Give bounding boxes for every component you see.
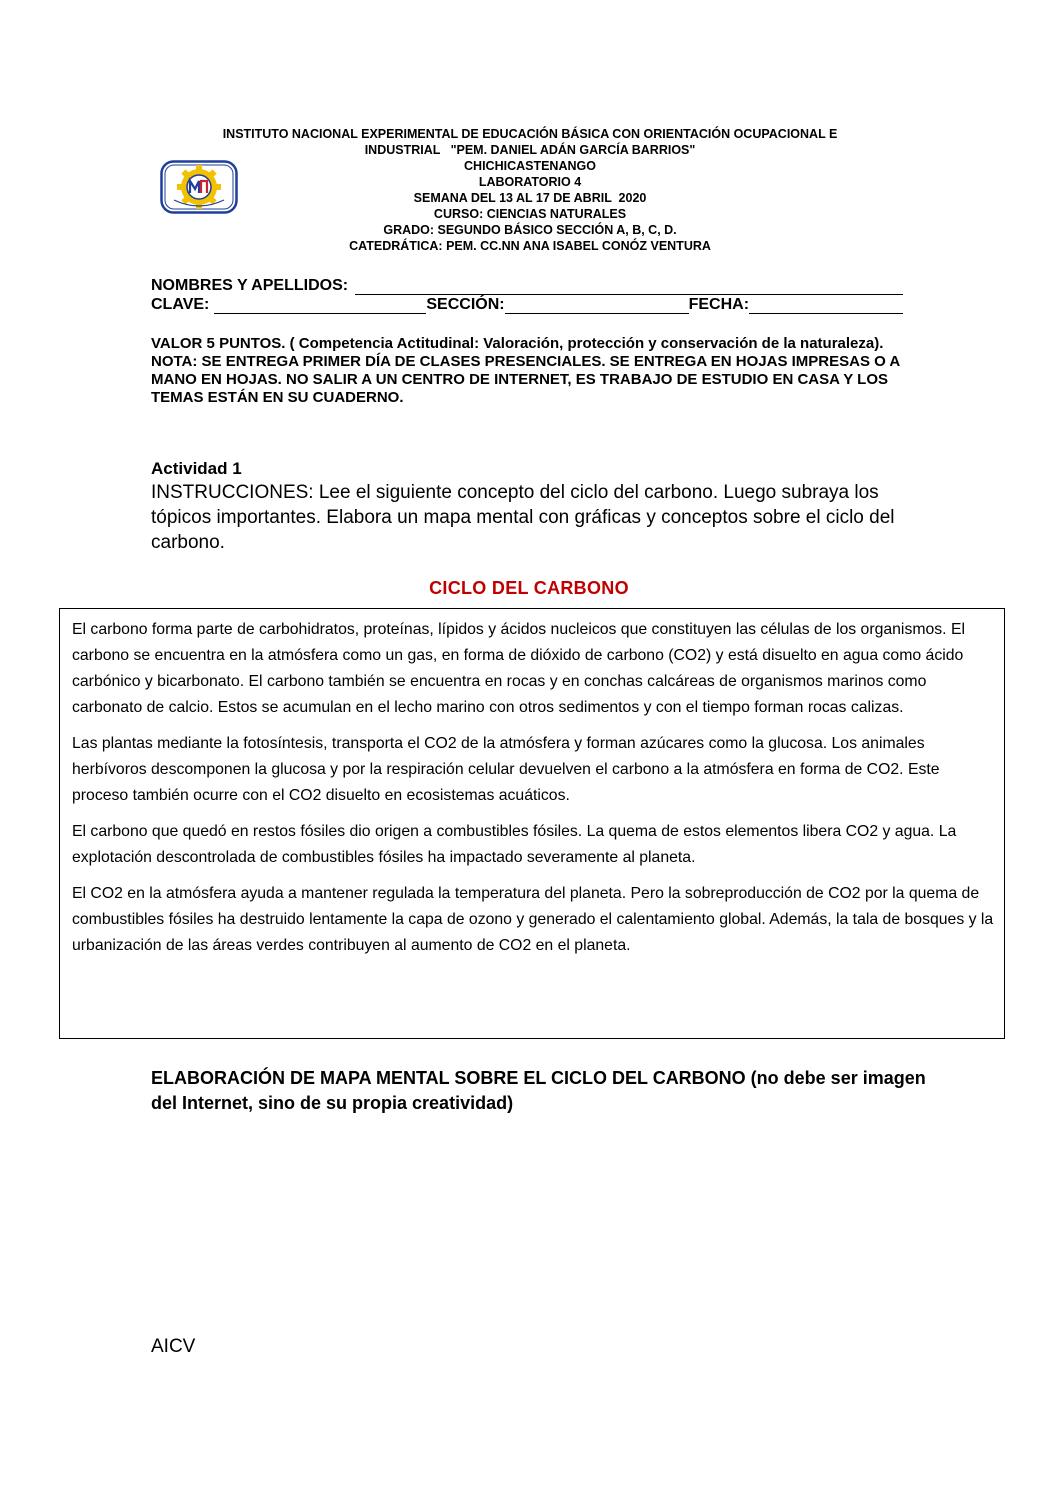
paragraph: Las plantas mediante la fotosíntesis, transporta el CO2 de la atmósfera y forman azúcares como la glucosa. Los animales herbívoros descomponen la glucosa y por la respiración celular devuelven el carbono a la atmósfera en forma de CO2. Este proceso también ocurre con el CO2 disuelto en ecosistemas acuáticos. xyxy=(72,735,940,804)
valor-text: VALOR 5 PUNTOS. ( Competencia Actitudinal: Valoración, protección y conservación de la naturaleza). xyxy=(151,335,884,352)
names-row xyxy=(151,276,903,295)
seccion-label: SECCIÓN: xyxy=(426,296,505,313)
valor-nota-block xyxy=(151,335,906,407)
header-line: LABORATORIO 4 xyxy=(478,175,582,189)
names-label: NOMBRES Y APELLIDOS: xyxy=(151,277,349,294)
fecha-label: FECHA: xyxy=(688,296,750,313)
carbon-cycle-text-box xyxy=(59,608,1005,1039)
seccion-input-line[interactable] xyxy=(505,298,689,314)
header-line: INDUSTRIAL "PEM. DANIEL ADÁN GARCÍA BARRIOS" xyxy=(364,143,696,157)
header-line: SEMANA DEL 13 AL 17 DE ABRIL 2020 xyxy=(413,191,647,205)
fecha-input-line[interactable] xyxy=(749,298,903,314)
header-line: CURSO: CIENCIAS NATURALES xyxy=(433,207,627,221)
clave-input-line[interactable] xyxy=(214,298,426,314)
mind-map-title: ELABORACIÓN DE MAPA MENTAL SOBRE EL CICLO DEL CARBONO (no debe ser imagen del Internet, sino de su propia creatividad) xyxy=(151,1068,926,1113)
student-info-fields xyxy=(151,276,903,314)
names-input-line[interactable] xyxy=(355,279,903,295)
paragraph: El carbono forma parte de carbohidratos, proteínas, lípidos y ácidos nucleicos que constituyen las células de los organismos. El carbono se encuentra en la atmósfera como un gas, en forma de dióxido de carbono (CO2) y está disuelto en agua como ácido carbónico y bicarbonato. El carbono también se encuentra en rocas y en conchas calcáreas de organismos marinos como carbonato de calcio. Estos se acumulan en el lecho marino con otros sedimentos y con el tiempo forman rocas calizas. xyxy=(72,621,966,716)
paragraph: El carbono que quedó en restos fósiles dio origen a combustibles fósiles. La quema de estos elementos libera CO2 y agua. La explotación descontrolada de combustibles fósiles ha impactado severamente al planeta. xyxy=(72,823,957,866)
nota-text: NOTA: SE ENTREGA PRIMER DÍA DE CLASES PRESENCIALES. SE ENTREGA EN HOJAS IMPRESAS O A MANO EN HOJAS. NO SALIR A UN CENTRO DE INTERNET, ES TRABAJO DE ESTUDIO EN CASA Y LOS TEMAS ESTÁN EN SU CUADERNO. xyxy=(151,353,900,406)
header-line: INSTITUTO NACIONAL EXPERIMENTAL DE EDUCACIÓN BÁSICA CON ORIENTACIÓN OCUPACIONAL E xyxy=(222,127,838,141)
school-gear-logo-icon xyxy=(160,160,238,214)
author-initials: AICV xyxy=(151,1336,196,1357)
activity-block xyxy=(151,458,911,555)
header-line: CHICHICASTENANGO xyxy=(464,159,596,173)
clave-row xyxy=(151,295,903,314)
paragraph: El CO2 en la atmósfera ayuda a mantener regulada la temperatura del planeta. Pero la sobreproducción de CO2 por la quema de combustibles fósiles ha destruido lentamente la capa de ozono y generado el calentamiento global. Además, la tala de bosques y la urbanización de las áreas verdes contribuyen al aumento de CO2 en el planeta. xyxy=(72,885,994,954)
clave-label: CLAVE: xyxy=(151,296,210,313)
activity-title: Actividad 1 xyxy=(151,459,242,478)
institution-header xyxy=(150,126,910,254)
section-title: CICLO DEL CARBONO xyxy=(429,578,629,598)
header-line: GRADO: SEGUNDO BÁSICO SECCIÓN A, B, C, D. xyxy=(383,223,677,237)
activity-instructions: INSTRUCCIONES: Lee el siguiente concepto del ciclo del carbono. Luego subraya los tópicos importantes. Elabora un mapa mental con gráficas y conceptos sobre el ciclo del carbono. xyxy=(151,482,895,553)
header-line: CATEDRÁTICA: PEM. CC.NN ANA ISABEL CONÓZ VENTURA xyxy=(349,239,711,253)
